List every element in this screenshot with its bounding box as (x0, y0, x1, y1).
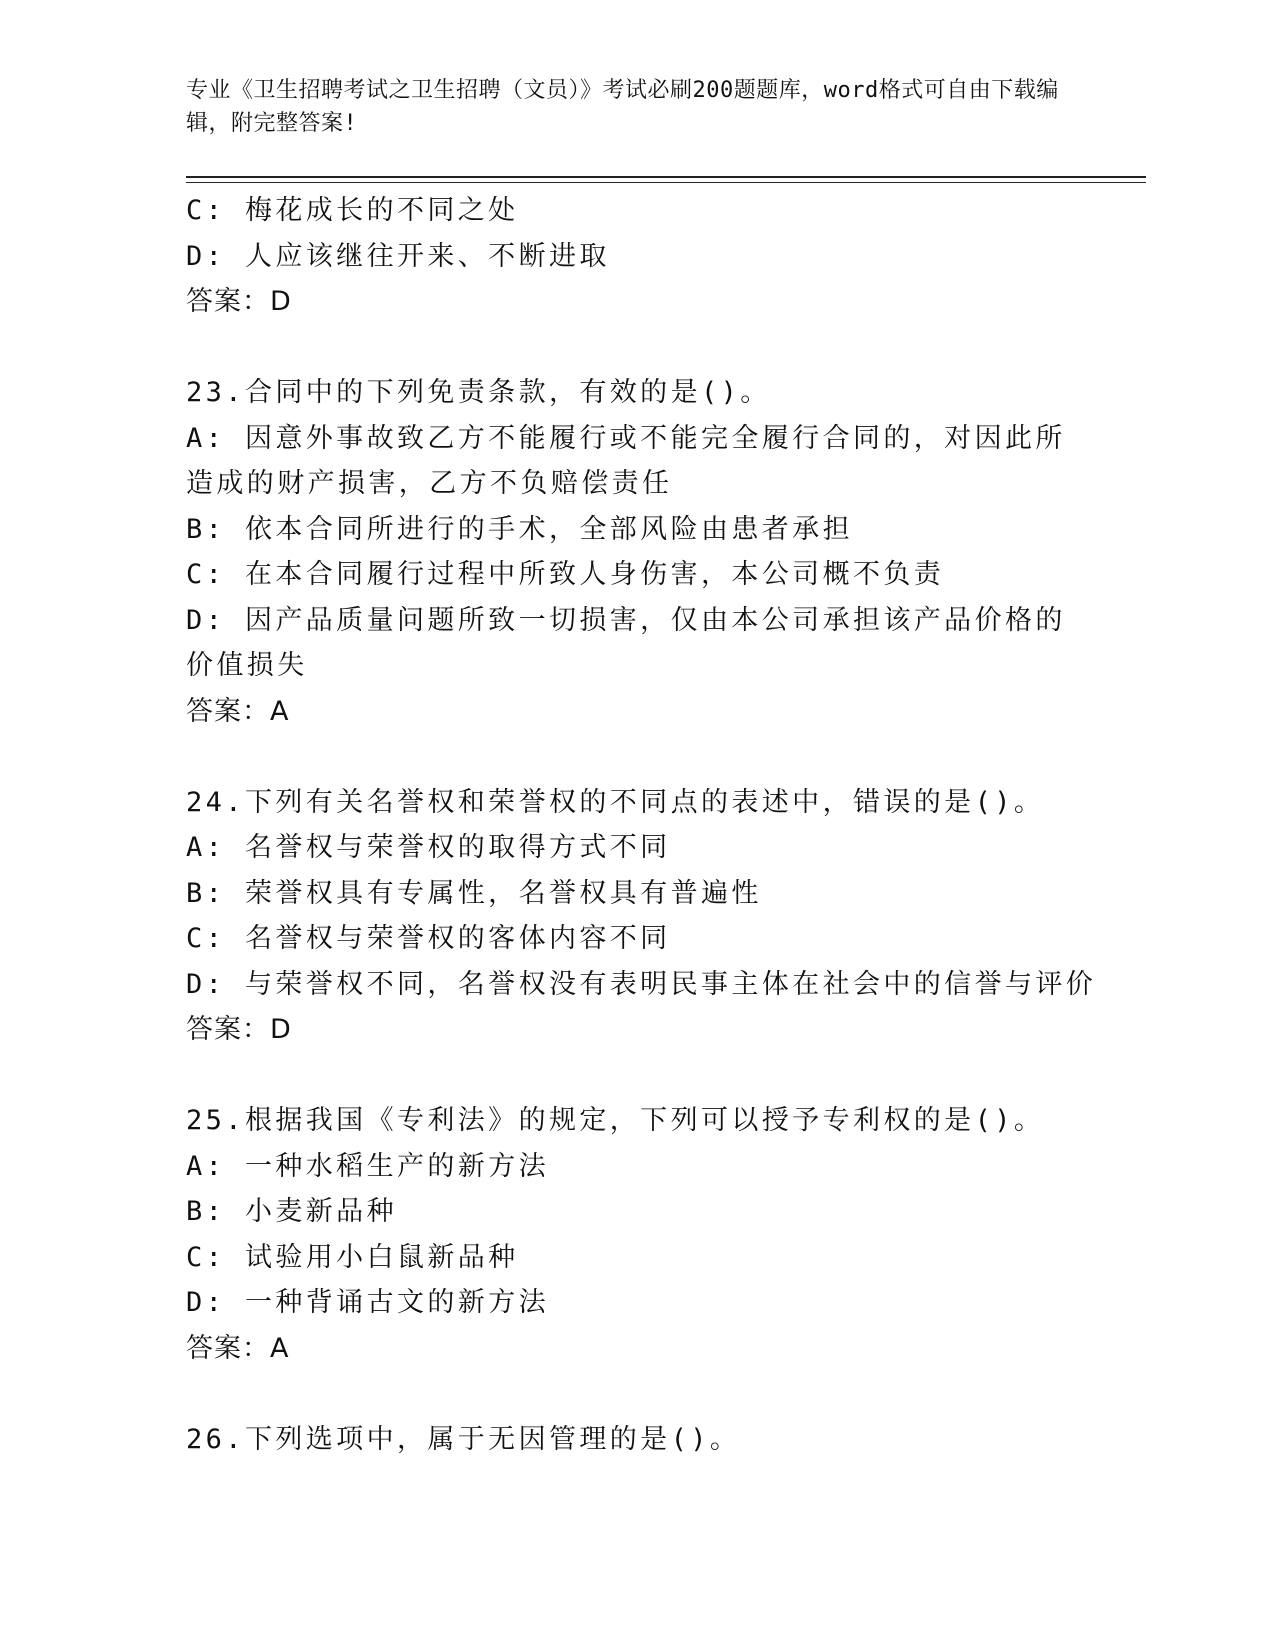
header-rule-thin (186, 182, 1146, 183)
option-d: D: 与荣誉权不同，名誉权没有表明民事主体在社会中的信誉与评价 (186, 968, 1097, 1000)
question-stem: 26.下列选项中，属于无因管理的是()。 (186, 1423, 741, 1455)
option-a: A: 一种水稻生产的新方法 (186, 1150, 549, 1182)
question-23 (186, 370, 1066, 734)
spacer (186, 325, 1066, 371)
answer-line: 答案：D (186, 286, 292, 317)
option-b: B: 依本合同所进行的手术，全部风险由患者承担 (186, 513, 853, 545)
question-stem: 24.下列有关名誉权和荣誉权的不同点的表述中，错误的是()。 (186, 786, 1045, 818)
header-rule-thick (186, 176, 1146, 178)
option-b: B: 小麦新品种 (186, 1196, 397, 1227)
answer-line: 答案：A (186, 695, 290, 727)
question-24 (186, 780, 1097, 1053)
spacer (186, 1371, 1066, 1417)
answer-line: 答案：D (186, 1014, 292, 1045)
option-d: D: 一种背诵古文的新方法 (186, 1287, 549, 1318)
partial-question (186, 188, 1066, 325)
option-c: C: 在本合同履行过程中所致人身伤害，本公司概不负责 (186, 559, 945, 590)
document-header: 专业《卫生招聘考试之卫生招聘（文员）》考试必刷200题题库，word格式可自由下载编辑，附完整答案! (186, 78, 1059, 136)
spacer (186, 734, 1066, 780)
option-b: B: 荣誉权具有专属性，名誉权具有普遍性 (186, 877, 762, 909)
question-content (186, 188, 1097, 1462)
option-c: C: 名誉权与荣誉权的客体内容不同 (186, 923, 671, 954)
option-c: C: 试验用小白鼠新品种 (186, 1241, 519, 1273)
question-stem: 25.根据我国《专利法》的规定，下列可以授予专利权的是()。 (186, 1105, 1045, 1136)
option-a: A: 因意外事故致乙方不能履行或不能完全履行合同的，对因此所造成的财产损害，乙方不负赔偿责任 (186, 422, 1066, 499)
option-a: A: 名誉权与荣誉权的取得方式不同 (186, 832, 671, 863)
question-26 (186, 1417, 1066, 1463)
spacer (186, 1053, 1066, 1099)
option-d: D: 因产品质量问题所致一切损害，仅由本公司承担该产品价格的价值损失 (186, 604, 1066, 681)
option-d: D: 人应该继往开来、不断进取 (186, 240, 610, 272)
answer-line: 答案：A (186, 1332, 290, 1364)
question-25 (186, 1098, 1066, 1371)
question-stem: 23.合同中的下列免责条款，有效的是()。 (186, 377, 771, 408)
option-c: C: 梅花成长的不同之处 (186, 195, 519, 226)
